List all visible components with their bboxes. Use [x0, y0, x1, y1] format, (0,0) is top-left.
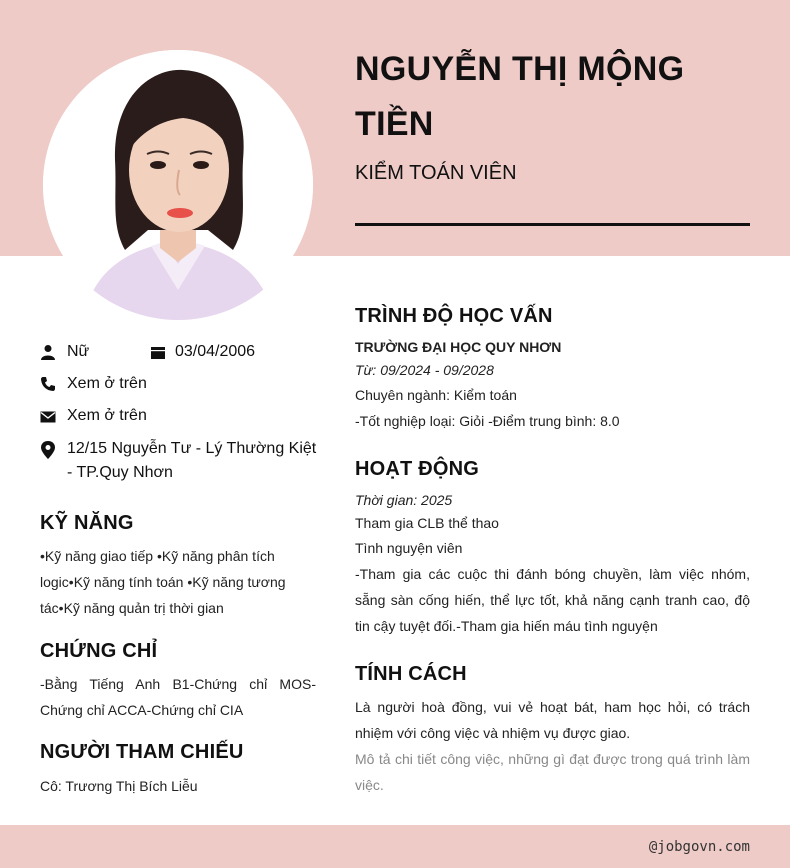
references-heading: NGƯỜI THAM CHIẾU [40, 741, 244, 763]
profile-photo [43, 50, 313, 320]
person-icon [40, 344, 56, 360]
personality-placeholder: Mô tả chi tiết công việc, những gì đạt được trong quá trình làm việc. [355, 751, 750, 793]
skills-heading: KỸ NĂNG [40, 512, 134, 534]
title-divider [355, 223, 750, 226]
education-major: Chuyên ngành: Kiểm toán [355, 387, 517, 403]
activities-detail: -Tham gia các cuộc thi đánh bóng chuyền, làm việc nhóm, sẵng sàn cống hiến, thể lực tốt, khả năng cạnh tranh cao, độ tin cậy tuyệt đối.-Tham gia hiến máu tình nguyện [355, 566, 750, 634]
gender-value: Nữ [67, 343, 90, 360]
email-value: Xem ở trên [67, 407, 147, 424]
calendar-icon [150, 345, 166, 361]
references-text: Cô: Trương Thị Bích Liễu [40, 778, 198, 794]
education-period: Từ: 09/2024 - 09/2028 [355, 362, 494, 378]
activities-line1: Tham gia CLB thể thao [355, 515, 499, 531]
location-pin-icon [40, 441, 56, 459]
certificates-text: -Bằng Tiếng Anh B1-Chứng chỉ MOS-Chứng chỉ ACCA-Chứng chỉ CIA [40, 676, 316, 718]
skills-text: •Kỹ năng giao tiếp •Kỹ năng phân tích logic•Kỹ năng tính toán •Kỹ năng tương tác•Kỹ năng quản trị thời gian [40, 548, 286, 616]
education-school: TRƯỜNG ĐẠI HỌC QUY NHƠN [355, 339, 562, 355]
phone-value: Xem ở trên [67, 375, 147, 392]
footer-watermark: @jobgovn.com [648, 839, 750, 855]
candidate-name: NGUYỄN THỊ MỘNG TIỀN [355, 50, 685, 143]
activities-time: Thời gian: 2025 [355, 492, 453, 508]
personality-heading: TÍNH CÁCH [355, 663, 467, 685]
education-result: -Tốt nghiệp loại: Giỏi -Điểm trung bình: 8.0 [355, 413, 620, 429]
mail-icon [40, 409, 56, 425]
activities-heading: HOẠT ĐỘNG [355, 458, 480, 480]
education-heading: TRÌNH ĐỘ HỌC VẤN [355, 305, 553, 327]
phone-icon [40, 376, 56, 392]
job-title: KIỂM TOÁN VIÊN [355, 162, 517, 184]
certificates-heading: CHỨNG CHỈ [40, 640, 158, 662]
birthdate-value: 03/04/2006 [175, 343, 256, 360]
activities-line2: Tình nguyện viên [355, 540, 463, 556]
personality-text: Là người hoà đồng, vui vẻ hoạt bát, ham học hỏi, có trách nhiệm với công việc và nhiệm vụ được giao. [355, 699, 750, 741]
address-value: 12/15 Nguyễn Tư - Lý Thường Kiệt - TP.Quy Nhơn [67, 440, 317, 481]
